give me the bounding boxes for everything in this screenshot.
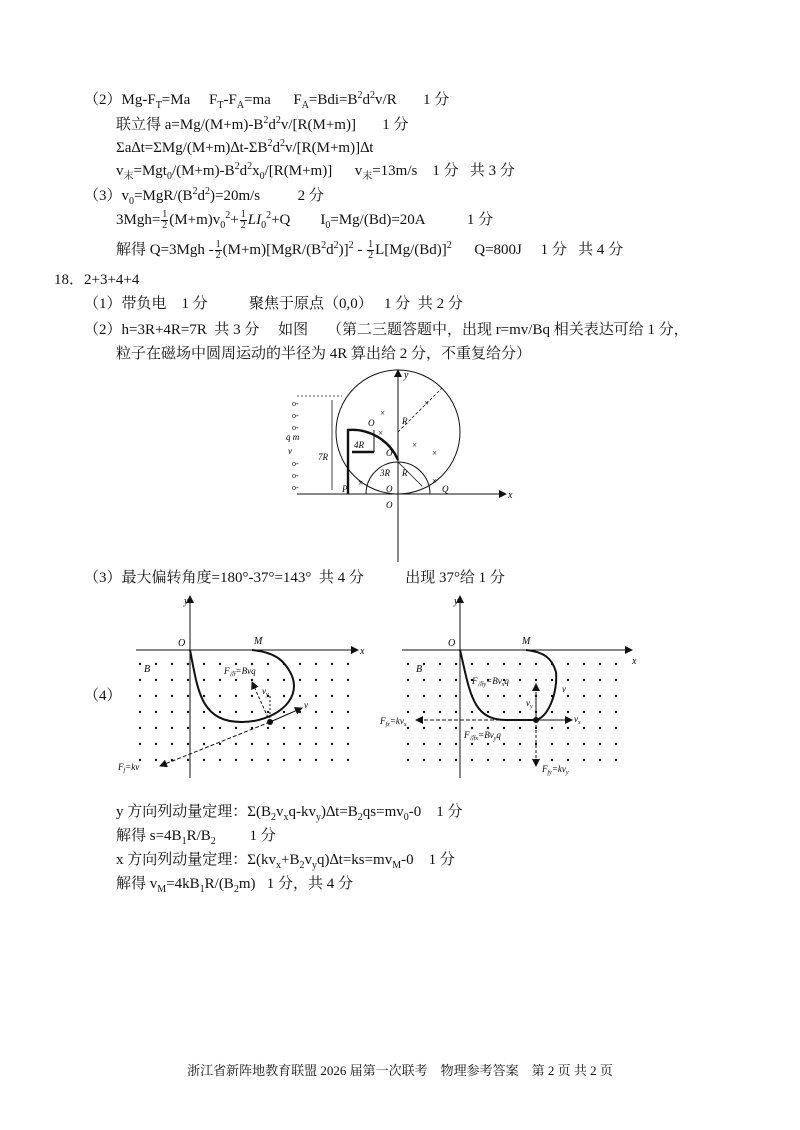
o-label: O <box>178 638 186 649</box>
field-dot <box>599 663 601 665</box>
q18-sub2a: （2）h=3R+4R=7R 共 3 分 如图 （第二三题答题中，出现 r=mv/Bq 相关表达可给 1 分， <box>84 322 689 338</box>
field-dots <box>139 663 349 761</box>
lorentz-force-arrow <box>252 682 270 722</box>
friction-force-arrow <box>160 722 270 766</box>
field-dot <box>171 743 173 745</box>
fly-label: $F_{洛y}=Bv_xq$ <box>472 676 509 688</box>
field-dot <box>251 759 253 761</box>
field-dot <box>615 711 617 713</box>
field-dot <box>407 727 409 729</box>
field-dot <box>535 663 537 665</box>
field-dot <box>439 743 441 745</box>
p-label: P <box>342 484 348 494</box>
field-dot <box>423 743 425 745</box>
field-dot <box>235 727 237 729</box>
field-dot <box>299 743 301 745</box>
field-cross: × <box>378 428 384 438</box>
o1-label: O <box>368 418 375 428</box>
field-dot <box>219 743 221 745</box>
field-dot <box>251 743 253 745</box>
field-dot <box>315 727 317 729</box>
field-dot <box>471 711 473 713</box>
o-label: O <box>386 484 393 494</box>
field-dot <box>139 759 141 761</box>
field-dot <box>299 695 301 697</box>
field-dot <box>299 727 301 729</box>
p3-line1: $(3)v_0=MgR/(B^2d^2)=20m/s$ 2 分 <box>84 186 324 207</box>
field-dot <box>599 759 601 761</box>
field-dot <box>299 711 301 713</box>
figure-magnetic-focus <box>282 366 522 566</box>
field-dot <box>235 663 237 665</box>
3r-label: 3R <box>380 468 390 478</box>
vx-label: $v_x$ <box>574 714 581 726</box>
field-dot <box>407 759 409 761</box>
field-dot <box>535 695 537 697</box>
field-dot <box>171 695 173 697</box>
field-dot <box>423 695 425 697</box>
field-dot <box>171 711 173 713</box>
field-dot <box>331 711 333 713</box>
field-dot <box>155 679 157 681</box>
field-dot <box>219 679 221 681</box>
field-dot <box>283 679 285 681</box>
field-dot <box>139 711 141 713</box>
fl-label: $F_洛=Bvq$ <box>224 666 256 678</box>
field-dot <box>599 727 601 729</box>
field-dot <box>455 727 457 729</box>
field-dot <box>267 727 269 729</box>
figure-4-right <box>376 592 642 780</box>
field-dot <box>455 743 457 745</box>
x-label: x <box>632 656 637 667</box>
field-dot <box>439 679 441 681</box>
field-dot <box>315 679 317 681</box>
field-dot <box>187 711 189 713</box>
field-dot <box>331 743 333 745</box>
field-dot <box>267 743 269 745</box>
field-dot <box>155 727 157 729</box>
field-dot <box>567 759 569 761</box>
7r-label: 7R <box>318 452 328 462</box>
origin-label: O <box>386 500 393 510</box>
q18-sub3: （3）最大偏转角度=180°-37°=143° 共 4 分 出现 37°给 1 分 <box>84 570 505 586</box>
field-cross: × <box>432 476 438 486</box>
r1-label: R <box>402 468 408 478</box>
y-label: y <box>184 596 189 607</box>
field-dot <box>551 727 553 729</box>
eq-s-result: 解得 $s=4B_1R/B_2$ 1 分 <box>116 828 276 847</box>
field-dot: o- <box>292 459 299 468</box>
field-dot <box>187 679 189 681</box>
field-dot <box>471 727 473 729</box>
o2-label: O <box>386 448 393 458</box>
field-dot: o- <box>292 471 299 480</box>
half-fraction: $\frac{1}{2}$ <box>215 239 221 262</box>
field-dot <box>503 663 505 665</box>
p2-line3: $\Sigma a\Delta t=\Sigma Mg/(M+m)\Delta t-\Sigma B^2d^2v/[R(M+m)]\Delta t$ <box>116 138 374 156</box>
field-dot <box>583 711 585 713</box>
p2-line4: $v_末=Mgt_0/(M+m)-B^2d^2x_0/[R(M+m)]$ $v_末=13m/s$ 1 分 共 3 分 <box>116 161 515 182</box>
field-dot <box>471 743 473 745</box>
field-dot <box>423 663 425 665</box>
4r-label: 4R <box>354 440 364 450</box>
field-dot <box>439 759 441 761</box>
field-dot <box>487 663 489 665</box>
field-dot <box>347 663 349 665</box>
field-dot <box>347 695 349 697</box>
field-dot <box>471 759 473 761</box>
field-dot <box>219 711 221 713</box>
field-dot <box>283 711 285 713</box>
field-dot <box>139 743 141 745</box>
p2-line2: 联立得 $a=Mg/(M+m)-B^2d^2v/[R(M+m)]$ 1 分 <box>116 115 409 133</box>
field-dot <box>331 759 333 761</box>
field-dot <box>519 679 521 681</box>
field-dot <box>503 695 505 697</box>
field-dot: o- <box>292 411 299 420</box>
field-dot <box>315 759 317 761</box>
field-dot <box>299 759 301 761</box>
eq-x-momentum: x 方向列动量定理：$\Sigma(kv_x+B_2v_yq)\Delta t=ks=mv_M-0$ 1 分 <box>116 852 455 871</box>
field-dot <box>315 663 317 665</box>
field-dot <box>267 679 269 681</box>
field-dot <box>535 679 537 681</box>
field-dot <box>455 759 457 761</box>
field-dot <box>599 695 601 697</box>
field-dot <box>283 743 285 745</box>
field-dot <box>331 663 333 665</box>
field-dot <box>551 679 553 681</box>
field-dot <box>471 663 473 665</box>
field-dot <box>519 727 521 729</box>
field-dot <box>455 695 457 697</box>
field-dot <box>407 743 409 745</box>
field-dot <box>267 663 269 665</box>
y-label: y <box>404 370 409 381</box>
field-dot <box>567 695 569 697</box>
field-dot <box>615 695 617 697</box>
v-label: v <box>304 700 308 710</box>
field-cross: × <box>358 478 364 488</box>
field-dot <box>347 727 349 729</box>
field-dot <box>407 679 409 681</box>
field-dot <box>347 711 349 713</box>
field-dot <box>139 695 141 697</box>
flx-label: $F_{洛x}=Bv_yq$ <box>464 730 501 742</box>
field-dot <box>487 743 489 745</box>
field-dot <box>599 711 601 713</box>
field-dot <box>171 679 173 681</box>
b2-label: B <box>144 664 151 675</box>
vy-label: $v_y$ <box>526 698 533 710</box>
field-dot <box>487 695 489 697</box>
p2-line1: $(2)Mg-F_T=Ma$ $F_T-F_A=ma$ $F_A=Bdi=B^2d^2v/R$ 1 分 <box>84 90 450 111</box>
field-dot <box>187 727 189 729</box>
field-dots <box>407 663 617 761</box>
field-dot <box>187 663 189 665</box>
field-dot <box>503 743 505 745</box>
field-dot <box>615 679 617 681</box>
half-fraction: $\frac{1}{2}$ <box>240 209 246 232</box>
field-dot <box>487 759 489 761</box>
r2-label: R <box>402 416 408 426</box>
p3-line2: 3Mgh= $\frac{1}{2}$ $(M+m)v_0^2+$ $\frac{1}{2}$ $LI_0^2+Q$ $I_0=Mg/(Bd)=20A$ 1 分 <box>116 209 494 232</box>
field-dot <box>139 663 141 665</box>
field-dot <box>203 759 205 761</box>
field-dot <box>455 663 457 665</box>
eq-y-momentum: y 方向列动量定理：$\Sigma(B_2v_xq-kv_y)\Delta t=B_2qs=mv_0-0$ 1 分 <box>116 804 463 823</box>
field-dot <box>203 711 205 713</box>
field-dot <box>251 679 253 681</box>
field-dot <box>583 759 585 761</box>
field-dot <box>615 727 617 729</box>
ffy-label: $F_{fy}=kv_y$ <box>542 764 569 776</box>
field-dot <box>439 695 441 697</box>
field-dot <box>251 663 253 665</box>
o-label: O <box>448 638 456 649</box>
field-dot <box>235 743 237 745</box>
field-dot <box>519 663 521 665</box>
field-dot <box>155 743 157 745</box>
field-dot <box>347 679 349 681</box>
figure-4-left <box>112 592 370 780</box>
field-dot <box>551 711 553 713</box>
field-dot <box>423 711 425 713</box>
field-dot <box>583 743 585 745</box>
field-dot <box>503 711 505 713</box>
m-label: M <box>254 636 263 647</box>
field-dot <box>267 759 269 761</box>
q18-header: 18．2+3+4+4 <box>54 272 140 288</box>
field-dot <box>219 727 221 729</box>
field-dot <box>503 759 505 761</box>
field-dot <box>235 759 237 761</box>
field-cross: × <box>424 398 430 408</box>
half-fraction: $\frac{1}{2}$ <box>368 239 374 262</box>
field-cross: × <box>412 440 418 450</box>
field-dot <box>347 759 349 761</box>
field-dot <box>551 743 553 745</box>
field-dot <box>551 759 553 761</box>
field-dot <box>283 759 285 761</box>
field-dot <box>599 679 601 681</box>
field-dot <box>487 727 489 729</box>
field-dot <box>567 743 569 745</box>
ff-label: $F_f=kv$ <box>118 762 140 774</box>
field-dot <box>583 663 585 665</box>
field-dot <box>331 727 333 729</box>
field-dot <box>219 663 221 665</box>
field-cross: × <box>432 448 438 458</box>
field-dot <box>219 695 221 697</box>
field-dot <box>171 727 173 729</box>
field-dot <box>615 743 617 745</box>
field-dot <box>155 663 157 665</box>
field-dot <box>139 727 141 729</box>
field-dot <box>235 695 237 697</box>
field-dot <box>423 727 425 729</box>
field-dot <box>155 759 157 761</box>
field-dot <box>535 743 537 745</box>
field-dot <box>187 759 189 761</box>
field-dot <box>455 679 457 681</box>
field-dot <box>299 679 301 681</box>
q18-sub4-label: （4） <box>84 688 122 704</box>
field-dot <box>155 711 157 713</box>
y-label: y <box>454 596 459 607</box>
field-dot <box>139 679 141 681</box>
field-dot <box>423 679 425 681</box>
field-dot <box>439 727 441 729</box>
field-dot <box>567 679 569 681</box>
field-dot <box>567 727 569 729</box>
field-dot <box>439 711 441 713</box>
field-dot <box>455 711 457 713</box>
field-dot <box>171 663 173 665</box>
field-dot <box>251 695 253 697</box>
field-dot <box>487 711 489 713</box>
page-footer: 浙江省新阵地教育联盟 2026 届第一次联考 物理参考答案 第 2 页 共 2 页 <box>187 1063 613 1078</box>
field-dot <box>519 743 521 745</box>
field-dot <box>347 743 349 745</box>
field-dot <box>407 663 409 665</box>
field-dot <box>615 663 617 665</box>
field-dot <box>203 727 205 729</box>
field-dot <box>267 711 269 713</box>
field-dot <box>187 695 189 697</box>
field-dot <box>299 663 301 665</box>
field-dot <box>283 727 285 729</box>
field-dot <box>615 759 617 761</box>
field-dot <box>583 727 585 729</box>
field-dot <box>407 711 409 713</box>
q18-sub1: （1）带负电 1 分 聚焦于原点（0,0） 1 分 共 2 分 <box>84 296 463 312</box>
field-cross: × <box>380 408 386 418</box>
particle-trajectory <box>190 650 294 722</box>
field-dot <box>519 695 521 697</box>
field-dot <box>203 663 205 665</box>
field-dot <box>315 695 317 697</box>
qm-label: q m <box>286 432 300 442</box>
field-dot <box>235 679 237 681</box>
x-label: x <box>508 490 513 501</box>
v0-label: v <box>288 446 292 456</box>
field-dot <box>203 695 205 697</box>
field-dot <box>519 711 521 713</box>
vy-label: $v_y$ <box>262 686 269 698</box>
field-dot <box>583 679 585 681</box>
v-label: v <box>562 684 566 694</box>
q18-sub2b: 粒子在磁场中圆周运动的半径为 4R 算出给 2 分，不重复给分） <box>116 346 532 362</box>
half-fraction: $\frac{1}{2}$ <box>162 209 168 232</box>
field-dot <box>439 663 441 665</box>
field-dot <box>331 679 333 681</box>
field-dot <box>519 759 521 761</box>
field-dot <box>567 711 569 713</box>
velocity-arrow <box>270 708 302 722</box>
field-dot <box>155 695 157 697</box>
field-dot <box>583 695 585 697</box>
x-label: x <box>360 646 365 657</box>
field-dot <box>187 743 189 745</box>
field-dot <box>235 711 237 713</box>
eq-vm-result: 解得 $v_M=4kB_1R/(B_2m)$ 1 分，共 4 分 <box>116 876 354 895</box>
field-dot <box>315 743 317 745</box>
field-dot <box>283 695 285 697</box>
field-dot <box>567 663 569 665</box>
ffx-label: $F_{fx}=kv_x$ <box>380 716 407 728</box>
b2-label: B <box>416 664 423 675</box>
field-dot: o- <box>292 423 299 432</box>
field-dot <box>407 695 409 697</box>
field-dot: o- <box>292 483 299 492</box>
p3-line3: 解得 Q=3Mgh - $\frac{1}{2}$ $(M+m)[MgR/(B^2d^2)]^2$ - $\frac{1}{2}$ $L[Mg/(Bd)]^2$ Q=800J 1 分 共 4 分 <box>116 239 624 262</box>
m-label: M <box>522 636 531 647</box>
field-dot <box>219 759 221 761</box>
field-dot <box>331 695 333 697</box>
field-dot <box>315 711 317 713</box>
field-dot <box>599 743 601 745</box>
field-dot: o- <box>292 399 299 408</box>
q-label: Q <box>442 484 449 494</box>
field-dot <box>203 679 205 681</box>
field-dot <box>423 759 425 761</box>
field-dot <box>251 711 253 713</box>
field-dot <box>503 727 505 729</box>
field-dot <box>203 743 205 745</box>
